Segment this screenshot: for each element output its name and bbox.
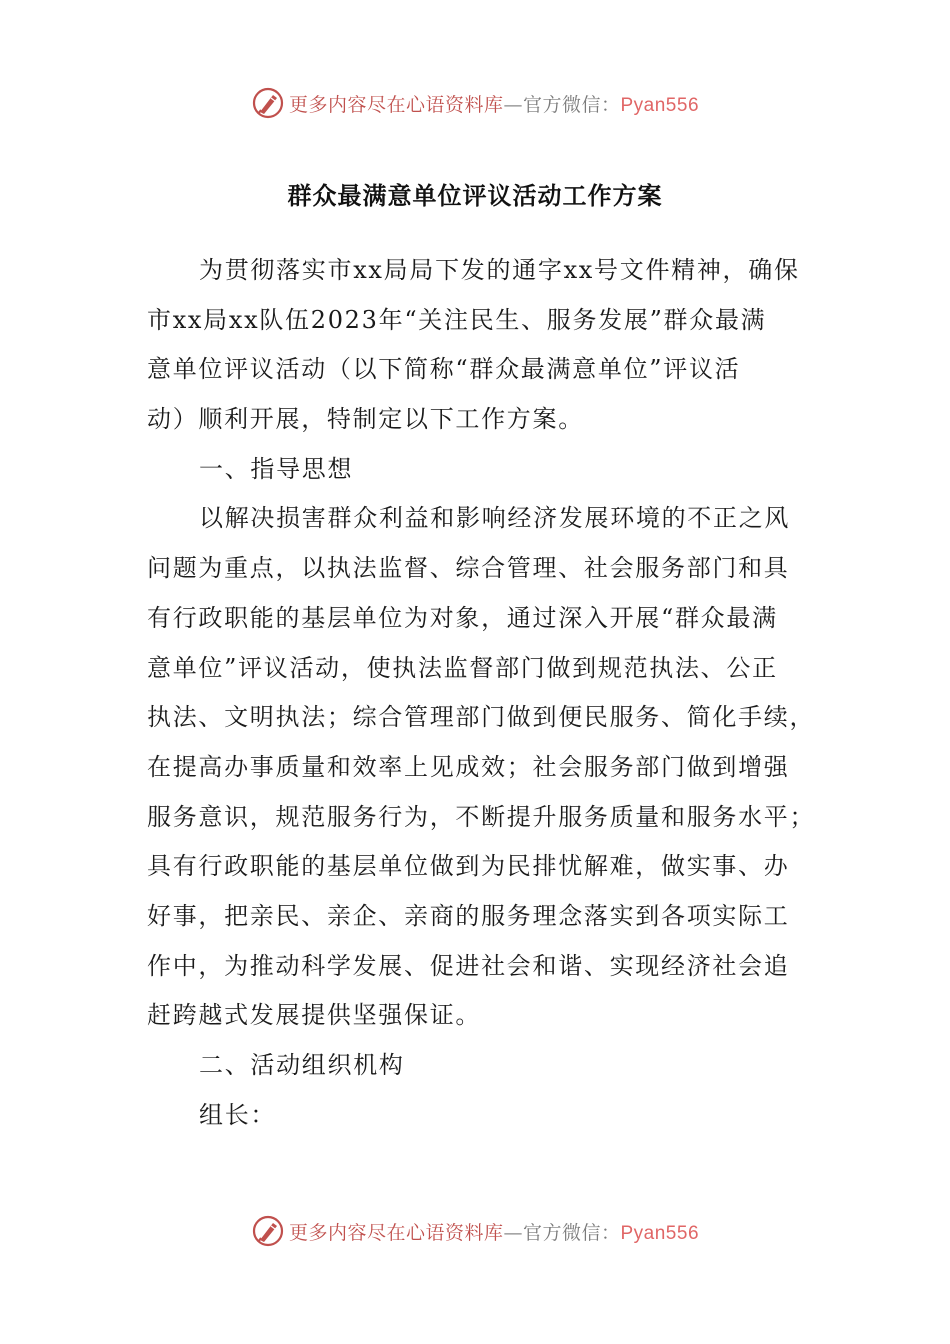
- watermark-brand-text: 更多内容尽在心语资料库: [288, 93, 504, 116]
- body-line: 问题为重点，以执法监督、综合管理、社会服务部门和具: [147, 554, 790, 583]
- body-line: 动）顺利开展，特制定以下工作方案。: [147, 405, 584, 434]
- body-line: 为贯彻落实市xx局局下发的通字xx号文件精神，确保: [199, 256, 800, 284]
- watermark-brand-text: 更多内容尽在心语资料库: [288, 1221, 504, 1244]
- pen-nib-circle-logo: [251, 86, 285, 120]
- header-watermark: [0, 83, 950, 123]
- body-line: 组长：: [199, 1100, 277, 1129]
- body-line: 执法、文明执法；综合管理部门做到便民服务、简化手续，: [147, 703, 816, 732]
- body-line: 在提高办事质量和效率上见成效；社会服务部门做到增强: [147, 752, 790, 781]
- document-body: [147, 246, 816, 1140]
- watermark-wechat-id: Pyan556: [620, 1222, 700, 1244]
- body-line: 赶跨越式发展提供坚强保证。: [147, 1001, 482, 1030]
- section-heading: 一、指导思想: [199, 454, 354, 483]
- watermark-separator: —: [503, 93, 523, 116]
- body-line: 作中，为推动科学发展、促进社会和谐、实现经济社会追: [147, 951, 790, 980]
- watermark-wechat-id: Pyan556: [620, 94, 700, 116]
- section-heading: 二、活动组织机构: [199, 1051, 405, 1079]
- body-line: 有行政职能的基层单位为对象，通过深入开展“群众最满: [147, 603, 778, 632]
- body-line: 意单位”评议活动，使执法监督部门做到规范执法、公正: [147, 653, 778, 682]
- body-line: 市xx局xx队伍2023年“关注民生、服务发展”群众最满: [147, 305, 767, 334]
- body-line: 具有行政职能的基层单位做到为民排忧解难，做实事、办: [147, 852, 790, 881]
- document-title: 群众最满意单位评议活动工作方案: [287, 182, 663, 210]
- footer-watermark: [0, 1211, 950, 1251]
- watermark-official-text: 官方微信：: [522, 93, 621, 116]
- body-line: 意单位评议活动（以下简称“群众最满意单位”评议活: [147, 355, 741, 384]
- body-line: 好事，把亲民、亲企、亲商的服务理念落实到各项实际工: [147, 901, 790, 930]
- watermark-official-text: 官方微信：: [522, 1221, 621, 1244]
- body-line: 以解决损害群众利益和影响经济发展环境的不正之风: [199, 504, 791, 533]
- watermark-separator: —: [503, 1221, 523, 1244]
- body-line: 服务意识，规范服务行为，不断提升服务质量和服务水平；: [147, 802, 816, 831]
- pen-nib-circle-logo: [251, 1214, 285, 1248]
